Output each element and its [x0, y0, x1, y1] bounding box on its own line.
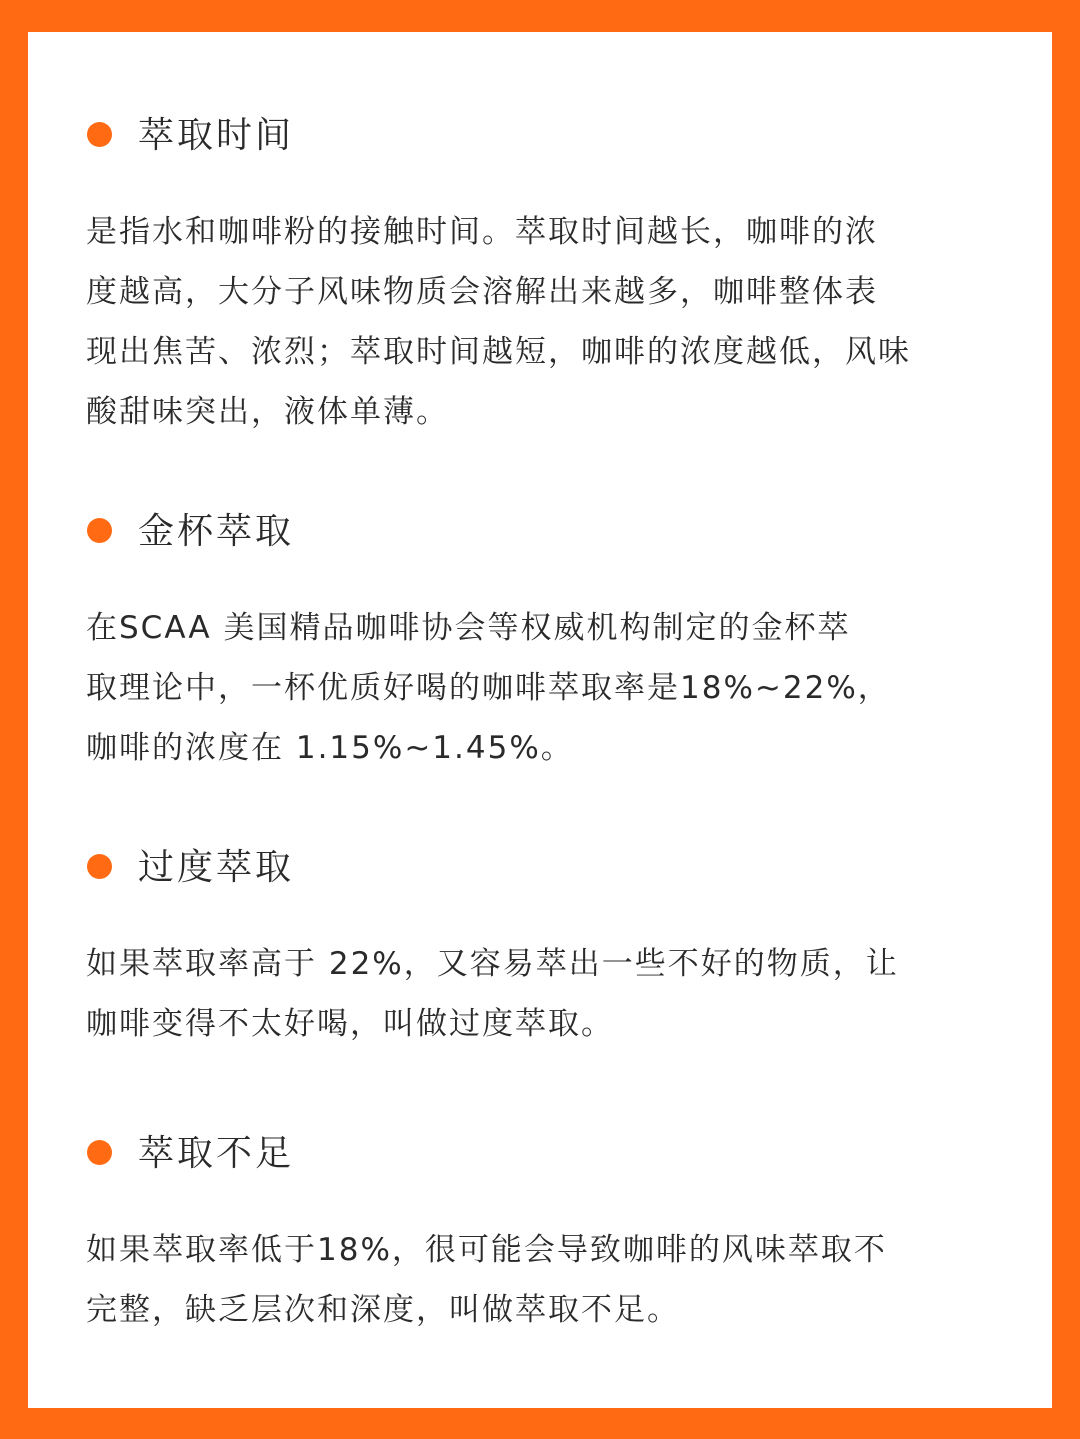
section-title: 萃取时间	[138, 115, 295, 156]
section-paragraph	[86, 1220, 1006, 1340]
section-paragraph	[86, 598, 1006, 778]
paragraph-line: 如果萃取率低于18%，很可能会导致咖啡的风味萃取不	[86, 1232, 887, 1268]
section-heading	[86, 506, 1006, 558]
bullet-dot-icon	[87, 1140, 112, 1165]
section-over-extraction	[86, 842, 1006, 1042]
bullet-dot-icon	[87, 854, 112, 879]
paragraph-line: 是指水和咖啡粉的接触时间。萃取时间越长，咖啡的浓	[86, 214, 878, 250]
section-under-extraction	[86, 1128, 1006, 1328]
paragraph-line: 咖啡的浓度在 1.15%~1.45%。	[86, 730, 574, 766]
paragraph-line: 酸甜味突出，液体单薄。	[86, 394, 449, 430]
section-title: 金杯萃取	[138, 511, 295, 552]
paragraph-line: 如果萃取率高于 22%，又容易萃出一些不好的物质，让	[86, 946, 899, 982]
section-heading	[86, 110, 1006, 162]
bullet-dot-icon	[87, 518, 112, 543]
section-title: 萃取不足	[138, 1133, 295, 1174]
section-heading	[86, 842, 1006, 894]
bullet-dot-icon	[87, 122, 112, 147]
paragraph-line: 取理论中，一杯优质好喝的咖啡萃取率是18%~22%，	[86, 670, 891, 706]
paragraph-line: 度越高，大分子风味物质会溶解出来越多，咖啡整体表	[86, 274, 878, 310]
section-paragraph	[86, 202, 1006, 442]
section-extraction-time	[86, 110, 1006, 430]
section-heading	[86, 1128, 1006, 1180]
paragraph-line: 完整，缺乏层次和深度，叫做萃取不足。	[86, 1292, 680, 1328]
section-golden-cup	[86, 506, 1006, 766]
section-title: 过度萃取	[138, 847, 295, 888]
paragraph-line: 咖啡变得不太好喝，叫做过度萃取。	[86, 1006, 614, 1042]
content-card	[28, 32, 1052, 1408]
paragraph-line: 现出焦苦、浓烈；萃取时间越短，咖啡的浓度越低，风味	[86, 334, 911, 370]
paragraph-line: 在SCAA 美国精品咖啡协会等权威机构制定的金杯萃	[86, 610, 851, 646]
section-paragraph	[86, 934, 1006, 1054]
